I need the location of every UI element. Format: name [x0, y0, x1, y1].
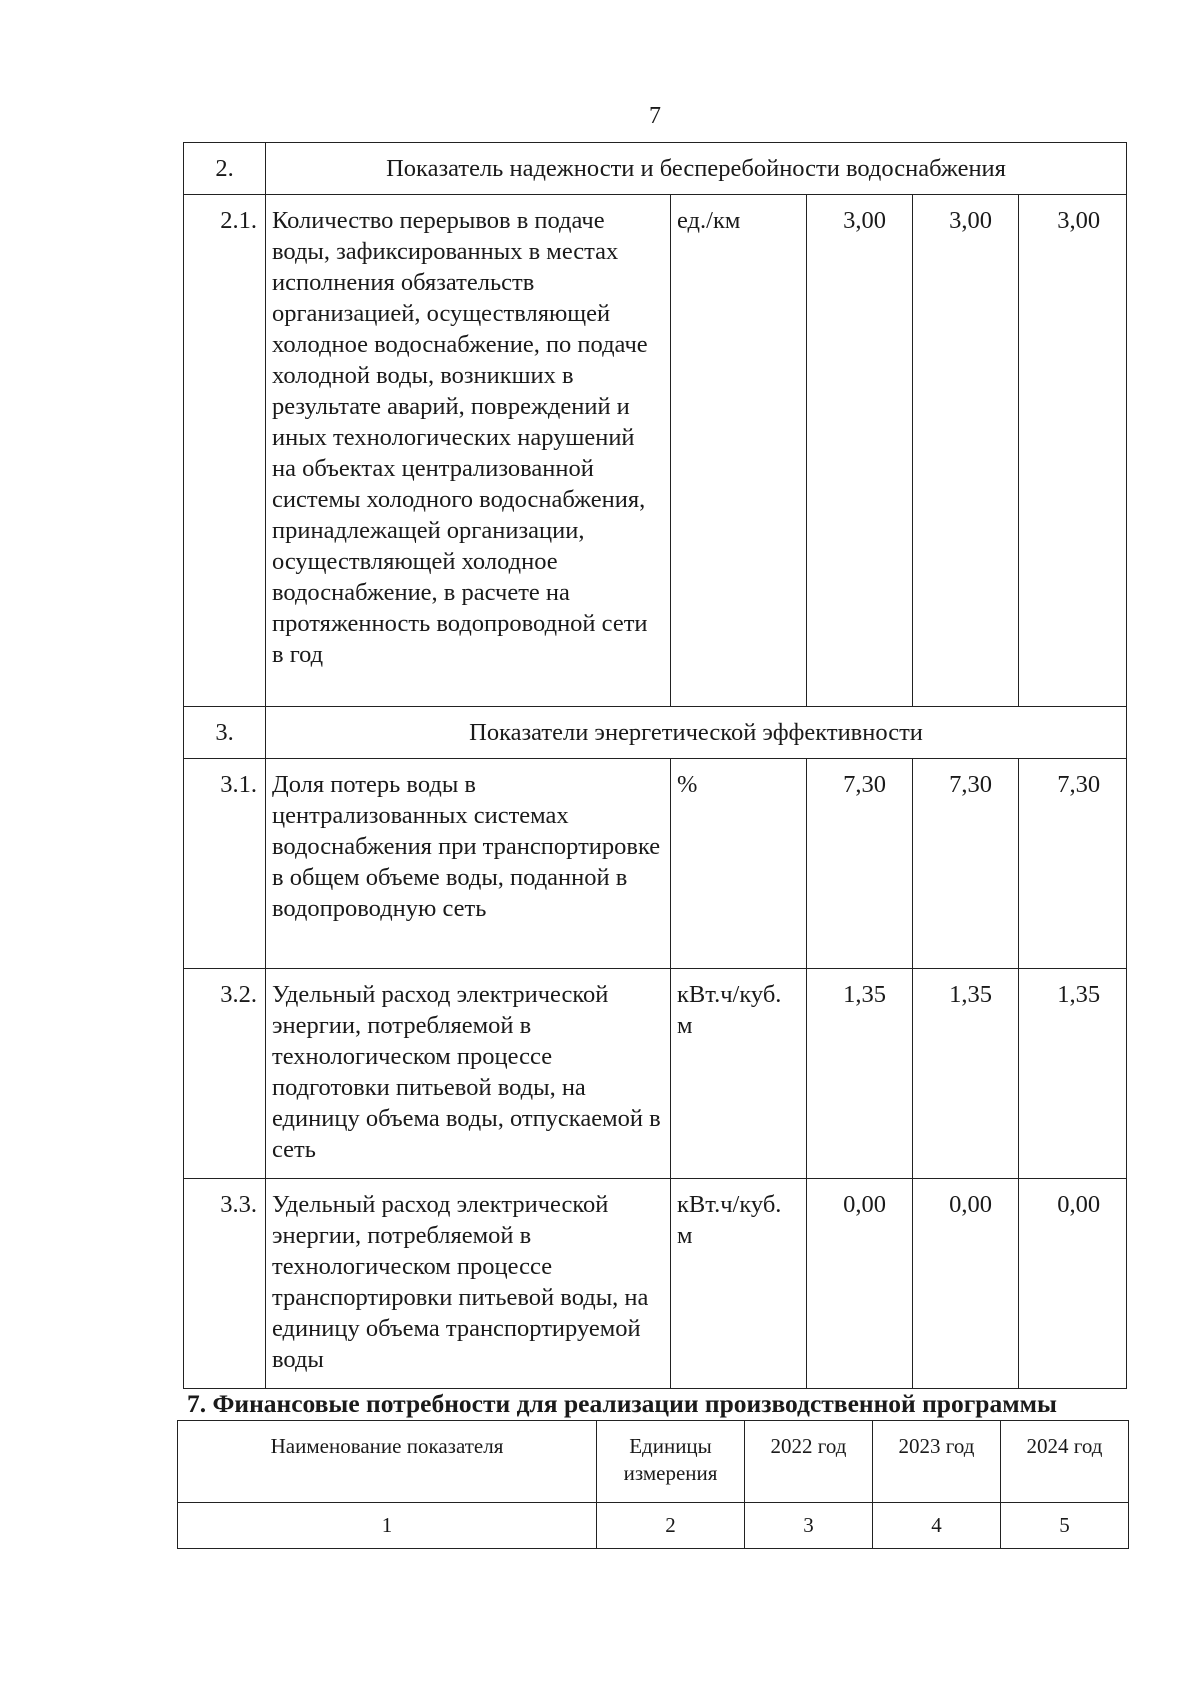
table-row — [184, 195, 1127, 707]
column-header: 2023 год — [873, 1421, 1001, 1503]
table-row — [184, 759, 1127, 969]
column-header: Наименование показателя — [178, 1421, 597, 1503]
section-row — [184, 143, 1127, 195]
table-row — [184, 1179, 1127, 1389]
column-header: Единицы измерения — [597, 1421, 745, 1503]
page-number: 7 — [649, 103, 661, 129]
value-2023: 7,30 — [913, 759, 1019, 969]
value-2023: 1,35 — [913, 969, 1019, 1179]
row-number: 3.1. — [184, 759, 266, 969]
section-title: Показатель надежности и бесперебойности водоснабжения — [266, 143, 1127, 195]
value-2022: 1,35 — [807, 969, 913, 1179]
indicator-name: Удельный расход электрической энергии, потребляемой в технологическом процессе транспортировки питьевой воды, на единицу объема транспортируемой воды — [266, 1179, 671, 1389]
section-number: 3. — [184, 707, 266, 759]
column-index: 5 — [1001, 1503, 1129, 1549]
row-number: 3.2. — [184, 969, 266, 1179]
column-index: 2 — [597, 1503, 745, 1549]
finance-table — [177, 1420, 1129, 1549]
value-2023: 0,00 — [913, 1179, 1019, 1389]
indicator-name: Доля потерь воды в централизованных системах водоснабжения при транспортировке в общем объеме воды, поданной в водопроводную сеть — [266, 759, 671, 969]
unit-cell: % — [671, 759, 807, 969]
unit-cell: ед./км — [671, 195, 807, 707]
value-2024: 1,35 — [1019, 969, 1127, 1179]
column-index: 4 — [873, 1503, 1001, 1549]
unit-cell: кВт.ч/куб. м — [671, 1179, 807, 1389]
column-header: 2022 год — [745, 1421, 873, 1503]
row-number: 3.3. — [184, 1179, 266, 1389]
column-index: 3 — [745, 1503, 873, 1549]
value-2023: 3,00 — [913, 195, 1019, 707]
value-2024: 0,00 — [1019, 1179, 1127, 1389]
value-2022: 3,00 — [807, 195, 913, 707]
value-2024: 3,00 — [1019, 195, 1127, 707]
column-header: 2024 год — [1001, 1421, 1129, 1503]
value-2022: 7,30 — [807, 759, 913, 969]
value-2024: 7,30 — [1019, 759, 1127, 969]
indicator-name: Количество перерывов в подаче воды, зафиксированных в местах исполнения обязательств организацией, осуществляющей холодное водоснабжение, по подаче холодной воды, возникших в результате аварий, повреждений и иных технологических нарушений на объектах централизованной системы холодного водоснабжения, принадлежащей организации, осуществляющей холодное водоснабжение, в расчете на протяженность водопроводной сети в год — [266, 195, 671, 707]
index-row — [178, 1503, 1129, 1549]
row-number: 2.1. — [184, 195, 266, 707]
column-index: 1 — [178, 1503, 597, 1549]
unit-cell: кВт.ч/куб. м — [671, 969, 807, 1179]
indicator-name: Удельный расход электрической энергии, потребляемой в технологическом процессе подготовки питьевой воды, на единицу объема воды, отпускаемой в сеть — [266, 969, 671, 1179]
section-number: 2. — [184, 143, 266, 195]
indicators-table — [183, 142, 1127, 1389]
table-row — [184, 969, 1127, 1179]
section-row — [184, 707, 1127, 759]
value-2022: 0,00 — [807, 1179, 913, 1389]
section-title: Показатели энергетической эффективности — [266, 707, 1127, 759]
section-heading: 7. Финансовые потребности для реализации производственной программы — [187, 1389, 1057, 1418]
header-row — [178, 1421, 1129, 1503]
